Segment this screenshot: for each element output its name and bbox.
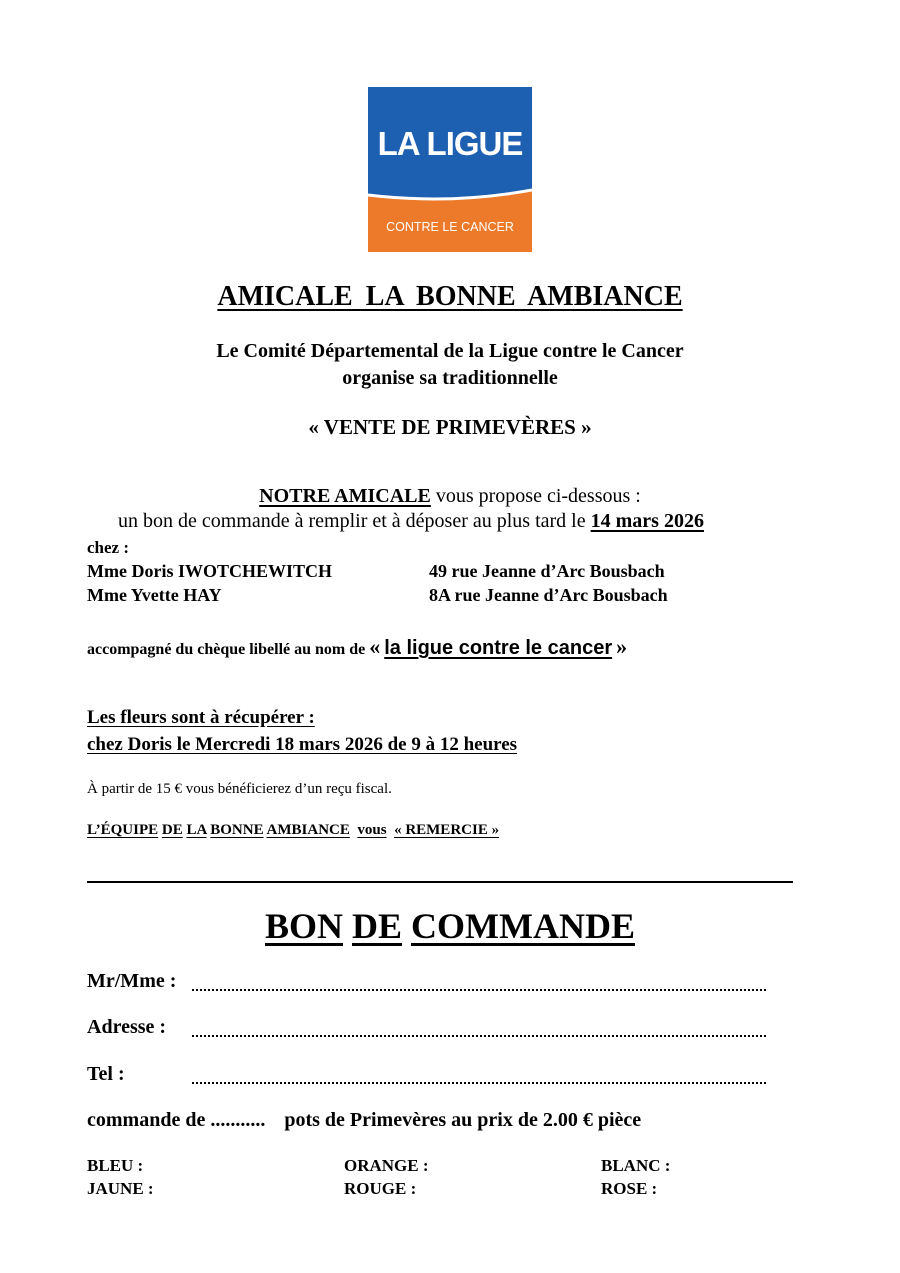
payment-text: accompagné du chèque libellé au nom de <box>87 641 370 658</box>
payment-line <box>87 634 627 660</box>
thanks-word: L’ÉQUIPE <box>87 822 159 838</box>
payee-close-quote: » <box>616 634 628 659</box>
contact-address-2: 8A rue Jeanne d’Arc Bousbach <box>429 585 668 605</box>
chez-label: chez : <box>87 538 130 557</box>
contact-name-2: Mme Yvette HAY <box>87 585 222 605</box>
tel-field-label: Tel : <box>87 1063 125 1085</box>
intro-propose-text: vous propose ci-dessous : <box>430 485 641 507</box>
deadline-date: 14 mars 2026 <box>590 510 704 532</box>
deadline-text: un bon de commande à remplir et à déposer au plus tard le <box>118 510 591 532</box>
address-field-label: Adresse : <box>87 1016 167 1038</box>
thanks-word: DE <box>161 822 183 838</box>
event-name: « VENTE DE PRIMEVÈRES » <box>308 415 592 439</box>
page-title: AMICALE LA BONNE AMBIANCE <box>217 281 683 312</box>
organizer-line-2: organise sa traditionnelle <box>342 367 558 389</box>
name-field-label: Mr/Mme : <box>87 970 177 992</box>
pickup-line-1: Les fleurs sont à récupérer : <box>87 707 315 728</box>
color-jaune: JAUNE : <box>87 1179 154 1198</box>
order-title-word: DE <box>352 906 403 946</box>
deadline-line <box>118 510 704 533</box>
fiscal-note: À partir de 15 € vous bénéficierez d’un reçu fiscal. <box>87 781 392 797</box>
order-title-word: COMMANDE <box>411 906 635 946</box>
pickup-line-2: chez Doris le Mercredi 18 mars 2026 de 9 à 12 heures <box>87 734 518 755</box>
section-divider <box>87 881 793 883</box>
order-title-word: BON <box>265 906 344 946</box>
thanks-line <box>87 822 499 839</box>
thanks-word: « REMERCIE » <box>394 822 500 838</box>
thanks-word: LA <box>186 822 207 838</box>
thanks-word: AMBIANCE <box>266 822 350 838</box>
color-rouge: ROUGE : <box>344 1179 417 1198</box>
logo-main-text: LA LIGUE <box>377 125 523 162</box>
organizer-line-1: Le Comité Départemental de la Ligue contre le Cancer <box>216 340 684 362</box>
intro-line <box>0 485 900 508</box>
order-quantity-prefix: commande de ........... <box>87 1109 266 1131</box>
contact-name-1: Mme Doris IWOTCHEWITCH <box>87 561 332 581</box>
color-blanc: BLANC : <box>601 1156 671 1175</box>
contact-address-1: 49 rue Jeanne d’Arc Bousbach <box>429 561 665 581</box>
name-field-line[interactable] <box>192 989 766 991</box>
address-field-line[interactable] <box>192 1035 766 1037</box>
color-rose: ROSE : <box>601 1179 658 1198</box>
amicale-label: NOTRE AMICALE <box>259 485 431 507</box>
pickup-info <box>87 704 517 758</box>
thanks-word: vous <box>357 822 387 838</box>
logo-sub-text: CONTRE LE CANCER <box>386 220 514 234</box>
tel-field-line[interactable] <box>192 1082 766 1084</box>
payee-open-quote: « <box>369 634 381 659</box>
color-orange: ORANGE : <box>344 1156 429 1175</box>
order-quantity-suffix: pots de Primevères au prix de 2.00 € pièce <box>284 1109 642 1131</box>
payee-name: la ligue contre le cancer <box>384 637 613 659</box>
color-bleu: BLEU : <box>87 1156 144 1175</box>
thanks-word: BONNE <box>210 822 264 838</box>
order-form-title <box>0 905 900 947</box>
order-quantity-line <box>87 1109 641 1132</box>
la-ligue-logo <box>368 87 532 252</box>
